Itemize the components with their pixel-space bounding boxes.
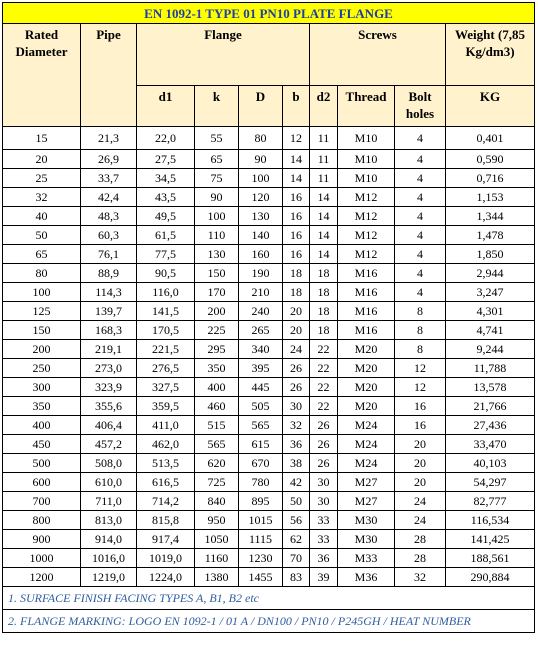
- cell-k: 100: [195, 207, 239, 226]
- cell-bolt-holes: 12: [395, 359, 446, 378]
- cell-d1: 616,5: [137, 473, 195, 492]
- cell-bolt-holes: 16: [395, 416, 446, 435]
- cell-weight-kg: 54,297: [446, 473, 535, 492]
- cell-bolt-holes: 4: [395, 207, 446, 226]
- table-row: [3, 397, 535, 416]
- cell-b: 14: [283, 150, 310, 169]
- cell-b: 26: [283, 359, 310, 378]
- cell-D: 1230: [239, 549, 283, 568]
- cell-D: 895: [239, 492, 283, 511]
- cell-k: 840: [195, 492, 239, 511]
- cell-thread: M16: [338, 321, 395, 340]
- cell-b: 26: [283, 378, 310, 397]
- cell-D: 565: [239, 416, 283, 435]
- cell-b: 38: [283, 454, 310, 473]
- cell-rated-diameter: 1000: [3, 549, 81, 568]
- cell-d1: 141,5: [137, 302, 195, 321]
- cell-k: 1380: [195, 568, 239, 587]
- cell-pipe: 168,3: [81, 321, 137, 340]
- cell-thread: M12: [338, 245, 395, 264]
- cell-pipe: 33,7: [81, 169, 137, 188]
- cell-b: 20: [283, 321, 310, 340]
- cell-pipe: 88,9: [81, 264, 137, 283]
- cell-d2: 26: [310, 435, 338, 454]
- table-row: [3, 549, 535, 568]
- cell-d2: 11: [310, 169, 338, 188]
- cell-D: 130: [239, 207, 283, 226]
- cell-bolt-holes: 20: [395, 473, 446, 492]
- cell-b: 12: [283, 127, 310, 150]
- cell-pipe: 355,6: [81, 397, 137, 416]
- cell-rated-diameter: 600: [3, 473, 81, 492]
- cell-d1: 34,5: [137, 169, 195, 188]
- cell-k: 1050: [195, 530, 239, 549]
- cell-k: 565: [195, 435, 239, 454]
- table-row: [3, 340, 535, 359]
- cell-k: 950: [195, 511, 239, 530]
- cell-D: 445: [239, 378, 283, 397]
- table-body: [3, 127, 535, 587]
- cell-k: 170: [195, 283, 239, 302]
- cell-pipe: 406,4: [81, 416, 137, 435]
- table-row: [3, 188, 535, 207]
- cell-b: 16: [283, 207, 310, 226]
- table-row: [3, 226, 535, 245]
- cell-rated-diameter: 32: [3, 188, 81, 207]
- cell-rated-diameter: 125: [3, 302, 81, 321]
- cell-pipe: 60,3: [81, 226, 137, 245]
- header-rated-diameter: Rated Diameter: [3, 24, 81, 127]
- cell-d2: 11: [310, 127, 338, 150]
- cell-k: 110: [195, 226, 239, 245]
- cell-k: 295: [195, 340, 239, 359]
- cell-thread: M20: [338, 359, 395, 378]
- cell-d2: 22: [310, 340, 338, 359]
- cell-d1: 221,5: [137, 340, 195, 359]
- cell-D: 1115: [239, 530, 283, 549]
- cell-rated-diameter: 200: [3, 340, 81, 359]
- cell-bolt-holes: 4: [395, 264, 446, 283]
- cell-weight-kg: 1,478: [446, 226, 535, 245]
- cell-weight-kg: 21,766: [446, 397, 535, 416]
- cell-d2: 26: [310, 454, 338, 473]
- cell-thread: M16: [338, 283, 395, 302]
- cell-bolt-holes: 24: [395, 511, 446, 530]
- cell-pipe: 114,3: [81, 283, 137, 302]
- cell-k: 130: [195, 245, 239, 264]
- cell-d1: 917,4: [137, 530, 195, 549]
- note-flange-marking: 2. FLANGE MARKING: LOGO EN 1092-1 / 01 A / DN100 / PN10 / P245GH / HEAT NUMBER: [3, 610, 535, 633]
- cell-pipe: 323,9: [81, 378, 137, 397]
- cell-d1: 462,0: [137, 435, 195, 454]
- cell-weight-kg: 4,301: [446, 302, 535, 321]
- cell-D: 340: [239, 340, 283, 359]
- cell-weight-kg: 40,103: [446, 454, 535, 473]
- header-D: D: [239, 86, 283, 127]
- table-row: [3, 568, 535, 587]
- cell-weight-kg: 4,741: [446, 321, 535, 340]
- flange-spec-table: [2, 2, 535, 633]
- cell-rated-diameter: 800: [3, 511, 81, 530]
- cell-pipe: 42,4: [81, 188, 137, 207]
- cell-bolt-holes: 16: [395, 397, 446, 416]
- cell-d2: 11: [310, 150, 338, 169]
- cell-pipe: 457,2: [81, 435, 137, 454]
- cell-D: 265: [239, 321, 283, 340]
- cell-D: 120: [239, 188, 283, 207]
- cell-rated-diameter: 100: [3, 283, 81, 302]
- cell-weight-kg: 141,425: [446, 530, 535, 549]
- table-row: [3, 321, 535, 340]
- cell-d2: 18: [310, 283, 338, 302]
- cell-thread: M24: [338, 435, 395, 454]
- cell-rated-diameter: 15: [3, 127, 81, 150]
- table-row: [3, 378, 535, 397]
- cell-b: 50: [283, 492, 310, 511]
- cell-pipe: 273,0: [81, 359, 137, 378]
- cell-rated-diameter: 80: [3, 264, 81, 283]
- table-row: [3, 435, 535, 454]
- cell-k: 200: [195, 302, 239, 321]
- cell-weight-kg: 1,850: [446, 245, 535, 264]
- cell-bolt-holes: 20: [395, 435, 446, 454]
- cell-bolt-holes: 28: [395, 530, 446, 549]
- cell-D: 240: [239, 302, 283, 321]
- cell-thread: M24: [338, 454, 395, 473]
- cell-D: 140: [239, 226, 283, 245]
- table-row: [3, 492, 535, 511]
- cell-d2: 33: [310, 530, 338, 549]
- cell-weight-kg: 33,470: [446, 435, 535, 454]
- header-flange: Flange: [137, 24, 310, 86]
- table-title: EN 1092-1 TYPE 01 PN10 PLATE FLANGE: [3, 3, 535, 24]
- cell-d1: 1019,0: [137, 549, 195, 568]
- table-row: [3, 264, 535, 283]
- cell-rated-diameter: 350: [3, 397, 81, 416]
- cell-D: 780: [239, 473, 283, 492]
- table-notes: [3, 587, 535, 633]
- cell-b: 18: [283, 283, 310, 302]
- cell-d1: 49,5: [137, 207, 195, 226]
- cell-d1: 714,2: [137, 492, 195, 511]
- cell-d1: 1224,0: [137, 568, 195, 587]
- cell-d2: 33: [310, 511, 338, 530]
- cell-pipe: 26,9: [81, 150, 137, 169]
- cell-bolt-holes: 24: [395, 492, 446, 511]
- cell-D: 395: [239, 359, 283, 378]
- cell-k: 460: [195, 397, 239, 416]
- cell-d2: 22: [310, 397, 338, 416]
- cell-pipe: 48,3: [81, 207, 137, 226]
- cell-pipe: 1219,0: [81, 568, 137, 587]
- cell-thread: M33: [338, 549, 395, 568]
- cell-rated-diameter: 150: [3, 321, 81, 340]
- cell-D: 160: [239, 245, 283, 264]
- cell-b: 18: [283, 264, 310, 283]
- cell-weight-kg: 1,344: [446, 207, 535, 226]
- cell-rated-diameter: 500: [3, 454, 81, 473]
- cell-rated-diameter: 25: [3, 169, 81, 188]
- cell-rated-diameter: 450: [3, 435, 81, 454]
- table-row: [3, 150, 535, 169]
- cell-weight-kg: 9,244: [446, 340, 535, 359]
- cell-d2: 18: [310, 321, 338, 340]
- cell-b: 42: [283, 473, 310, 492]
- cell-D: 210: [239, 283, 283, 302]
- cell-rated-diameter: 65: [3, 245, 81, 264]
- header-kg: KG: [446, 86, 535, 127]
- cell-b: 70: [283, 549, 310, 568]
- cell-thread: M27: [338, 492, 395, 511]
- cell-thread: M24: [338, 416, 395, 435]
- cell-d1: 170,5: [137, 321, 195, 340]
- cell-d1: 359,5: [137, 397, 195, 416]
- cell-D: 505: [239, 397, 283, 416]
- cell-thread: M16: [338, 302, 395, 321]
- cell-d2: 36: [310, 549, 338, 568]
- cell-b: 16: [283, 188, 310, 207]
- header-weight: Weight (7,85 Kg/dm3): [446, 24, 535, 86]
- cell-d1: 327,5: [137, 378, 195, 397]
- cell-pipe: 139,7: [81, 302, 137, 321]
- cell-k: 620: [195, 454, 239, 473]
- cell-thread: M30: [338, 530, 395, 549]
- cell-D: 190: [239, 264, 283, 283]
- cell-k: 75: [195, 169, 239, 188]
- cell-b: 83: [283, 568, 310, 587]
- header-bolt-holes: Bolt holes: [395, 86, 446, 127]
- cell-b: 24: [283, 340, 310, 359]
- cell-bolt-holes: 4: [395, 226, 446, 245]
- cell-D: 1455: [239, 568, 283, 587]
- cell-rated-diameter: 1200: [3, 568, 81, 587]
- cell-weight-kg: 0,716: [446, 169, 535, 188]
- cell-rated-diameter: 50: [3, 226, 81, 245]
- cell-d2: 18: [310, 302, 338, 321]
- cell-thread: M12: [338, 207, 395, 226]
- cell-d2: 30: [310, 492, 338, 511]
- cell-D: 1015: [239, 511, 283, 530]
- cell-k: 225: [195, 321, 239, 340]
- cell-weight-kg: 27,436: [446, 416, 535, 435]
- cell-pipe: 76,1: [81, 245, 137, 264]
- cell-D: 80: [239, 127, 283, 150]
- cell-bolt-holes: 8: [395, 340, 446, 359]
- cell-d1: 27,5: [137, 150, 195, 169]
- cell-b: 16: [283, 245, 310, 264]
- cell-weight-kg: 82,777: [446, 492, 535, 511]
- header-screws: Screws: [310, 24, 446, 86]
- cell-bolt-holes: 8: [395, 302, 446, 321]
- header-b: b: [283, 86, 310, 127]
- cell-thread: M16: [338, 264, 395, 283]
- cell-bolt-holes: 4: [395, 169, 446, 188]
- cell-thread: M10: [338, 169, 395, 188]
- cell-pipe: 914,0: [81, 530, 137, 549]
- cell-weight-kg: 1,153: [446, 188, 535, 207]
- table-row: [3, 207, 535, 226]
- cell-k: 350: [195, 359, 239, 378]
- cell-rated-diameter: 900: [3, 530, 81, 549]
- cell-k: 515: [195, 416, 239, 435]
- header-d2: d2: [310, 86, 338, 127]
- cell-d1: 116,0: [137, 283, 195, 302]
- cell-rated-diameter: 250: [3, 359, 81, 378]
- cell-pipe: 813,0: [81, 511, 137, 530]
- cell-rated-diameter: 400: [3, 416, 81, 435]
- table-header: [3, 3, 535, 127]
- cell-d1: 22,0: [137, 127, 195, 150]
- table-row: [3, 283, 535, 302]
- cell-d2: 14: [310, 245, 338, 264]
- cell-d2: 14: [310, 226, 338, 245]
- cell-weight-kg: 116,534: [446, 511, 535, 530]
- cell-d2: 14: [310, 207, 338, 226]
- cell-d1: 276,5: [137, 359, 195, 378]
- cell-bolt-holes: 4: [395, 150, 446, 169]
- cell-d1: 90,5: [137, 264, 195, 283]
- cell-b: 62: [283, 530, 310, 549]
- cell-thread: M12: [338, 226, 395, 245]
- cell-thread: M20: [338, 378, 395, 397]
- cell-pipe: 610,0: [81, 473, 137, 492]
- cell-k: 400: [195, 378, 239, 397]
- cell-d2: 22: [310, 359, 338, 378]
- cell-thread: M10: [338, 127, 395, 150]
- cell-rated-diameter: 40: [3, 207, 81, 226]
- cell-weight-kg: 188,561: [446, 549, 535, 568]
- cell-weight-kg: 3,247: [446, 283, 535, 302]
- cell-D: 90: [239, 150, 283, 169]
- table-row: [3, 473, 535, 492]
- cell-d1: 815,8: [137, 511, 195, 530]
- cell-thread: M36: [338, 568, 395, 587]
- cell-bolt-holes: 4: [395, 283, 446, 302]
- cell-rated-diameter: 20: [3, 150, 81, 169]
- cell-b: 56: [283, 511, 310, 530]
- cell-d1: 77,5: [137, 245, 195, 264]
- cell-k: 90: [195, 188, 239, 207]
- cell-k: 1160: [195, 549, 239, 568]
- cell-d1: 513,5: [137, 454, 195, 473]
- cell-d2: 18: [310, 264, 338, 283]
- cell-pipe: 711,0: [81, 492, 137, 511]
- table-row: [3, 416, 535, 435]
- cell-bolt-holes: 12: [395, 378, 446, 397]
- cell-rated-diameter: 300: [3, 378, 81, 397]
- cell-bolt-holes: 28: [395, 549, 446, 568]
- header-d1: d1: [137, 86, 195, 127]
- table-row: [3, 127, 535, 150]
- cell-thread: M20: [338, 340, 395, 359]
- flange-spec-sheet: [2, 2, 534, 658]
- table-row: [3, 511, 535, 530]
- cell-d2: 26: [310, 416, 338, 435]
- cell-d1: 411,0: [137, 416, 195, 435]
- header-k: k: [195, 86, 239, 127]
- cell-thread: M27: [338, 473, 395, 492]
- cell-weight-kg: 0,401: [446, 127, 535, 150]
- table-row: [3, 302, 535, 321]
- cell-D: 615: [239, 435, 283, 454]
- cell-d2: 30: [310, 473, 338, 492]
- cell-b: 16: [283, 226, 310, 245]
- cell-bolt-holes: 20: [395, 454, 446, 473]
- cell-thread: M10: [338, 150, 395, 169]
- cell-d1: 43,5: [137, 188, 195, 207]
- table-row: [3, 169, 535, 188]
- cell-bolt-holes: 4: [395, 188, 446, 207]
- table-row: [3, 530, 535, 549]
- cell-b: 14: [283, 169, 310, 188]
- cell-bolt-holes: 8: [395, 321, 446, 340]
- header-pipe: Pipe: [81, 24, 137, 127]
- cell-D: 100: [239, 169, 283, 188]
- cell-pipe: 21,3: [81, 127, 137, 150]
- cell-rated-diameter: 700: [3, 492, 81, 511]
- cell-bolt-holes: 32: [395, 568, 446, 587]
- cell-d1: 61,5: [137, 226, 195, 245]
- cell-k: 55: [195, 127, 239, 150]
- cell-weight-kg: 13,578: [446, 378, 535, 397]
- cell-b: 32: [283, 416, 310, 435]
- cell-weight-kg: 11,788: [446, 359, 535, 378]
- cell-bolt-holes: 4: [395, 245, 446, 264]
- cell-thread: M20: [338, 397, 395, 416]
- cell-b: 20: [283, 302, 310, 321]
- note-surface-finish: 1. SURFACE FINISH FACING TYPES A, B1, B2 etc: [3, 587, 535, 610]
- cell-weight-kg: 0,590: [446, 150, 535, 169]
- cell-pipe: 508,0: [81, 454, 137, 473]
- table-row: [3, 245, 535, 264]
- cell-k: 65: [195, 150, 239, 169]
- cell-D: 670: [239, 454, 283, 473]
- cell-k: 150: [195, 264, 239, 283]
- cell-d2: 39: [310, 568, 338, 587]
- cell-d2: 14: [310, 188, 338, 207]
- cell-thread: M30: [338, 511, 395, 530]
- cell-d2: 22: [310, 378, 338, 397]
- cell-b: 36: [283, 435, 310, 454]
- cell-thread: M12: [338, 188, 395, 207]
- cell-pipe: 1016,0: [81, 549, 137, 568]
- cell-bolt-holes: 4: [395, 127, 446, 150]
- cell-k: 725: [195, 473, 239, 492]
- cell-weight-kg: 2,944: [446, 264, 535, 283]
- cell-pipe: 219,1: [81, 340, 137, 359]
- table-row: [3, 454, 535, 473]
- header-thread: Thread: [338, 86, 395, 127]
- cell-b: 30: [283, 397, 310, 416]
- table-row: [3, 359, 535, 378]
- cell-weight-kg: 290,884: [446, 568, 535, 587]
